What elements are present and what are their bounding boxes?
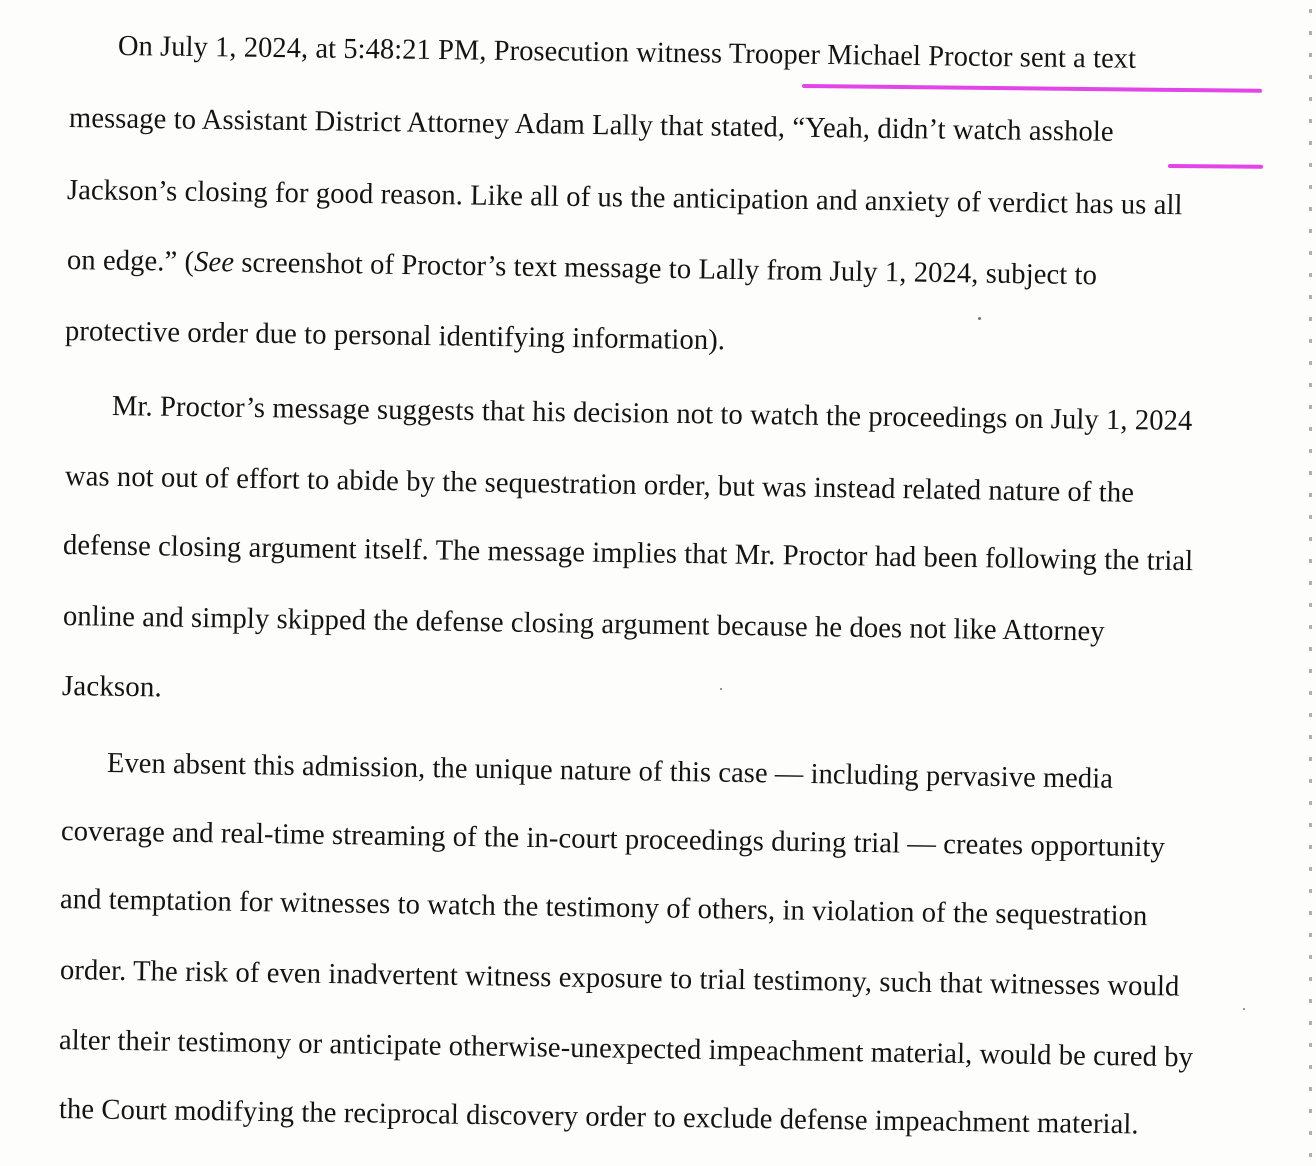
paragraph-3-line-2: coverage and real-time streaming of the in-court proceedings during trial — creates opportunity [60,815,1166,864]
scan-speck [1243,1008,1245,1010]
paragraph-2-line-5: Jackson. [61,670,163,704]
paragraph-1-line-4: on edge.” (See screenshot of Proctor’s text message to Lally from July 1, 2024, subject to [66,244,1098,292]
paragraph-2-line-3: defense closing argument itself. The message implies that Mr. Proctor had been following the trial [62,529,1194,578]
paragraph-3-line-5: alter their testimony or anticipate otherwise-unexpected impeachment material, would be cured by [58,1024,1194,1074]
paragraph-3-line-4: order. The risk of even inadvertent witness exposure to trial testimony, such that witnesses would [59,954,1180,1003]
paragraph-2-line-2: was not out of effort to abide by the sequestration order, but was instead related nature of the [64,460,1135,509]
paragraph-1-line-1: On July 1, 2024, at 5:48:21 PM, Prosecution witness Trooper Michael Proctor sent a text [117,30,1137,75]
paragraph-3-line-1: Even absent this admission, the unique nature of this case — including pervasive media [106,747,1114,795]
paragraph-1-line-5: protective order due to personal identifying information). [64,315,726,357]
highlight-underline-trooper-proctor [802,84,1262,93]
paragraph-2-line-1: Mr. Proctor’s message suggests that his decision not to watch the proceedings on July 1, 2024 [111,390,1193,438]
scan-speck [720,688,722,690]
paragraph-3-line-3: and temptation for witnesses to watch the testimony of others, in violation of the sequestration [59,883,1148,933]
paragraph-1-line-2: message to Assistant District Attorney Adam Lally that stated, “Yeah, didn’t watch asshole [68,102,1114,148]
scan-edge-artifact [1309,0,1312,1166]
highlight-underline-asshole [1168,164,1263,169]
paragraph-3-line-6: the Court modifying the reciprocal discovery order to exclude defense impeachment material. [58,1093,1139,1141]
paragraph-1-line-3: Jackson’s closing for good reason. Like all of us the anticipation and anxiety of verdict has us all [66,174,1183,222]
scan-speck [978,317,981,320]
paragraph-2-line-4: online and simply skipped the defense closing argument because he does not like Attorney [62,600,1105,648]
